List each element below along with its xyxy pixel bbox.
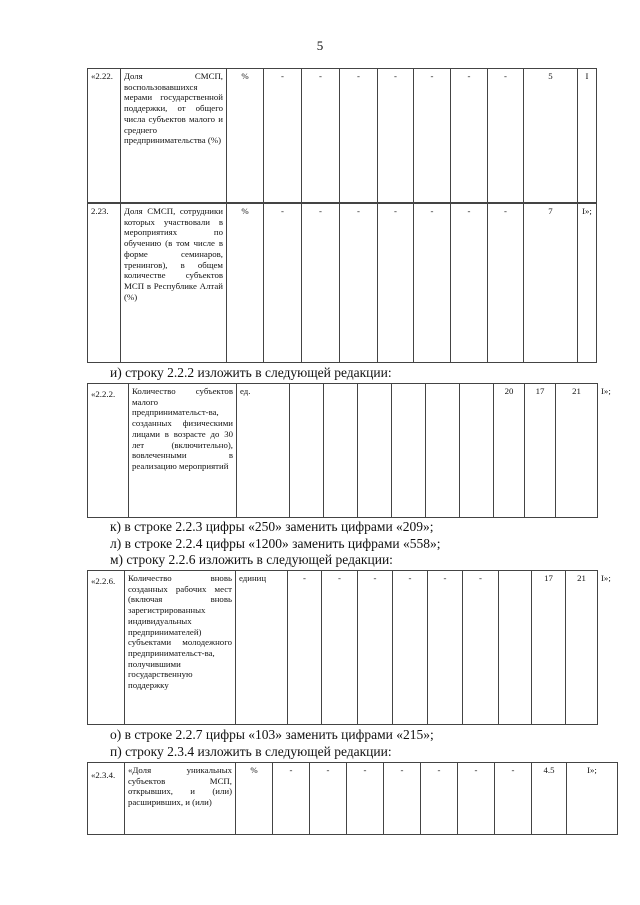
- row-number: «2.3.4.: [88, 763, 125, 835]
- table-cell: I»;: [578, 204, 597, 363]
- table-cell: [392, 384, 426, 518]
- table-cell: 4.5: [532, 763, 567, 835]
- table-cell: -: [428, 571, 463, 725]
- table-cell: -: [264, 69, 302, 203]
- table-cell: %: [236, 763, 273, 835]
- table-cell: 17: [532, 571, 566, 725]
- table-cell: -: [384, 763, 421, 835]
- table-cell: I: [578, 69, 597, 203]
- row-number: 2.23.: [88, 204, 121, 363]
- table-row-2-23: [87, 203, 597, 363]
- table-cell: -: [414, 204, 451, 363]
- instruction-o: о) в строке 2.2.7 цифры «103» заменить цифрами «215»;: [110, 727, 434, 742]
- table-cell: -: [322, 571, 358, 725]
- table-cell: -: [488, 204, 524, 363]
- table-cell: -: [414, 69, 451, 203]
- table-cell: [460, 384, 494, 518]
- table-cell: -: [421, 763, 458, 835]
- instruction-p: п) строку 2.3.4 изложить в следующей редакции:: [110, 744, 392, 759]
- table-cell: -: [488, 69, 524, 203]
- table-cell: -: [458, 763, 495, 835]
- instruction-i: и) строку 2.2.2 изложить в следующей редакции:: [110, 365, 392, 380]
- table-cell: [290, 384, 324, 518]
- row-number: «2.22.: [88, 69, 121, 203]
- table-cell: -: [264, 204, 302, 363]
- table-cell: [426, 384, 460, 518]
- table-cell: 7: [524, 204, 578, 363]
- table-row-2-2-6: «2.2.6. Количество вновь созданных рабочих мест (включая вновь зарегистрированных индивидуальных предпринимателей) субъектами молодежного предпринимательст-ва, получившими государственную поддержку единиц - - - - - - 17 21 I»;: [87, 570, 598, 725]
- indicator-name: Доля СМСП, воспользовавшихся мерами государственной поддержки, от общего числа субъектов малого и среднего предпринимательства (%): [121, 69, 227, 203]
- row-number: «2.2.6.: [88, 571, 125, 725]
- table-cell: -: [451, 69, 488, 203]
- table-cell: -: [358, 571, 393, 725]
- table-row-2-2-2: «2.2.2. Количество субъектов малого предпринимательст-ва, созданных физическими лицами в возрасте до 30 лет (включительно), вовлеченными в реализацию мероприятий ед. 20 17 21 I»;: [87, 383, 598, 518]
- indicator-name: Доля СМСП, сотрудники которых участвовали в мероприятиях по обучению (в том числе в форме семинаров, тренингов), в общем количестве субъектов МСП в Республике Алтай (%): [121, 204, 227, 363]
- page-number: 5: [316, 38, 324, 53]
- instruction-m: м) строку 2.2.6 изложить в следующей редакции:: [110, 552, 393, 567]
- table-cell: -: [495, 763, 532, 835]
- table-cell: -: [273, 763, 310, 835]
- table-cell: [358, 384, 392, 518]
- table-cell: [324, 384, 358, 518]
- table-cell: %: [227, 69, 264, 203]
- indicator-name: Количество субъектов малого предпринимательст-ва, созданных физическими лицами в возрасте до 30 лет (включительно), вовлеченными в реализацию мероприятий: [129, 384, 237, 518]
- table-cell: 5: [524, 69, 578, 203]
- table-cell: -: [393, 571, 428, 725]
- table-cell: ед.: [237, 384, 290, 518]
- table-cell: -: [451, 204, 488, 363]
- table-cell: 20: [494, 384, 525, 518]
- row-number: «2.2.2.: [88, 384, 129, 518]
- table-cell: [499, 571, 532, 725]
- table-row-2-22: [87, 68, 597, 203]
- table-cell: %: [227, 204, 264, 363]
- table-cell: -: [378, 69, 414, 203]
- table-cell: -: [347, 763, 384, 835]
- table-cell: -: [302, 69, 340, 203]
- table-cell: 21: [566, 571, 598, 725]
- table-cell: -: [288, 571, 322, 725]
- table-cell: -: [378, 204, 414, 363]
- table-cell: -: [340, 69, 378, 203]
- table-row-2-3-4: [87, 762, 618, 835]
- instruction-l: л) в строке 2.2.4 цифры «1200» заменить цифрами «558»;: [110, 536, 441, 551]
- table-cell: -: [302, 204, 340, 363]
- table-cell: -: [463, 571, 499, 725]
- table-cell: -: [340, 204, 378, 363]
- table-cell: I»;: [567, 763, 618, 835]
- table-cell: единиц: [236, 571, 288, 725]
- table-cell: -: [310, 763, 347, 835]
- indicator-name: Количество вновь созданных рабочих мест (включая вновь зарегистрированных индивидуальных предпринимателей) субъектами молодежного предпринимательст-ва, получившими государственную поддержку: [125, 571, 236, 725]
- table-cell: 21: [556, 384, 598, 518]
- table-cell: 17: [525, 384, 556, 518]
- instruction-k: к) в строке 2.2.3 цифры «250» заменить цифрами «209»;: [110, 519, 434, 534]
- indicator-name: «Доля уникальных субъектов МСП, открывших, и (или) расширивших, и (или): [125, 763, 236, 835]
